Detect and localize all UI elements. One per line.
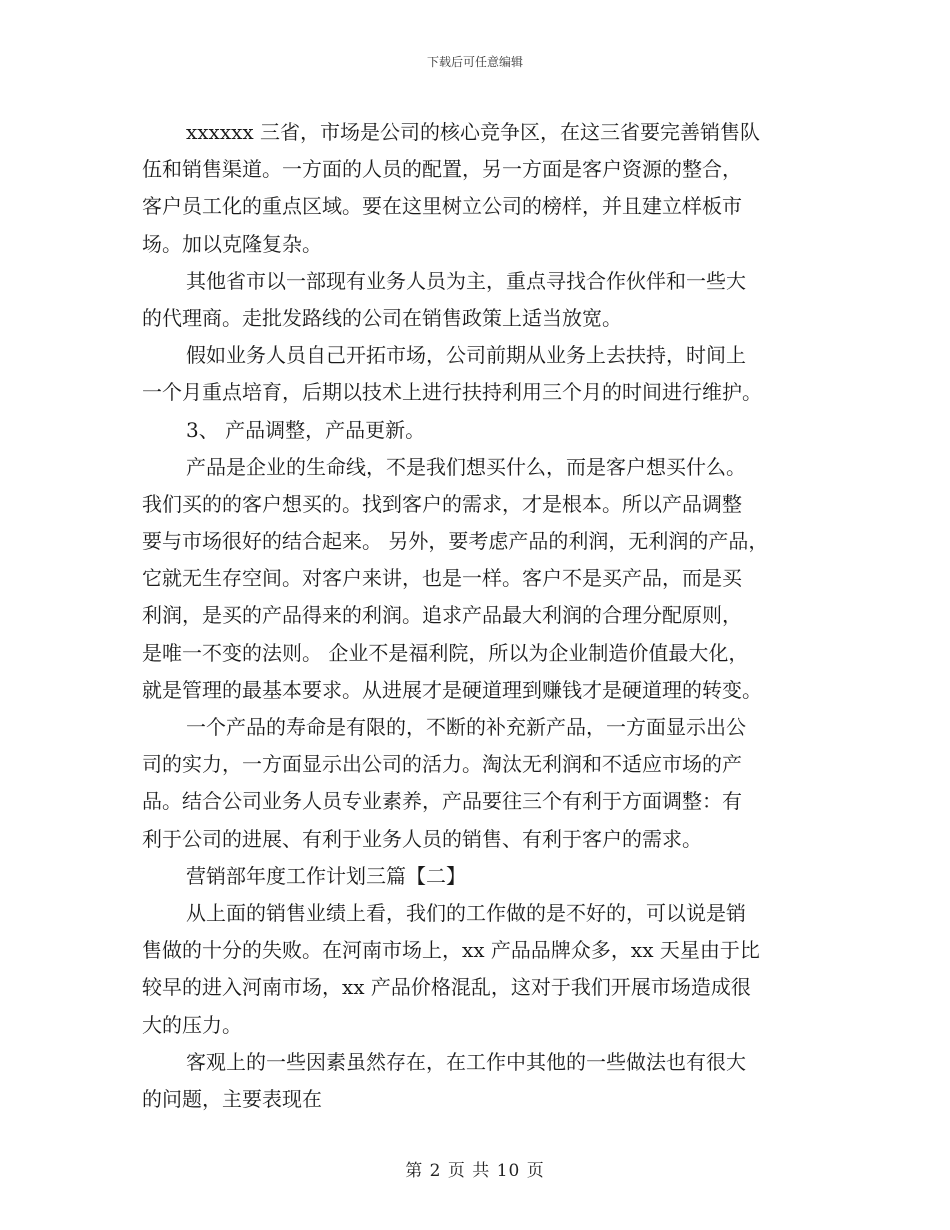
text-line: 是唯一不变的法则。 企业不是福利院，所以为企业制造价值最大化， (142, 640, 749, 665)
page-header: 下载后可任意编辑 (426, 55, 523, 69)
text-line: 假如业务人员自己开拓市场，公司前期从业务上去扶持，时间上 (186, 343, 746, 368)
text-line: 其他省市以一部现有业务人员为主，重点寻找合作伙伴和一些大 (186, 268, 746, 293)
text-line: 司的实力，一方面显示出公司的活力。淘汰无利润和不适应市场的产 (142, 752, 742, 777)
text-line: 售做的十分的失败。在河南市场上，xx 产品品牌众多，xx 天星由于比 (142, 938, 760, 963)
text-line: 品。结合公司业务人员专业素养，产品要往三个有利于方面调整：有 (142, 789, 742, 814)
text-line: 伍和销售渠道。一方面的人员的配置，另一方面是客户资源的整合， (142, 157, 742, 182)
text-line: 较早的进入河南市场，xx 产品价格混乱，这对于我们开展市场造成很 (142, 975, 751, 1000)
text-line: 客观上的一些因素虽然存在，在工作中其他的一些做法也有很大 (186, 1049, 746, 1074)
section-heading: 营销部年度工作计划三篇【二】 (186, 863, 466, 888)
text-line: 场。加以克隆复杂。 (142, 231, 322, 256)
text-line: 从上面的销售业绩上看，我们的工作做的是不好的，可以说是销 (186, 900, 746, 925)
text-line: 它就无生存空间。对客户来讲，也是一样。客户不是买产品，而是买 (142, 566, 742, 591)
text-line: 利润，是买的产品得来的利润。追求产品最大利润的合理分配原则， (142, 603, 742, 628)
text-line: 利于公司的进展、有利于业务人员的销售、有利于客户的需求。 (142, 826, 702, 851)
text-line: xxxxxx 三省，市场是公司的核心竞争区，在这三省要完善销售队 (186, 120, 761, 144)
text-line: 就是管理的最基本要求。从进展才是硬道理到赚钱才是硬道理的转变。 (142, 677, 762, 702)
text-line: 的问题，主要表现在 (142, 1086, 322, 1111)
text-line: 一个产品的寿命是有限的，不断的补充新产品，一方面显示出公 (186, 715, 746, 739)
text-line: 要与市场很好的结合起来。 另外，要考虑产品的利润，无利润的产品， (142, 529, 769, 554)
text-line: 客户员工化的重点区域。要在这里树立公司的榜样，并且建立样板市 (142, 194, 742, 219)
text-line: 大的压力。 (142, 1012, 242, 1037)
text-line: 我们买的的客户想买的。找到客户的需求，才是根本。所以产品调整 (142, 491, 742, 516)
text-line: 产品是企业的生命线，不是我们想买什么，而是客户想买什么。 (186, 454, 746, 479)
text-line: 的代理商。走批发路线的公司在销售政策上适当放宽。 (142, 305, 622, 330)
section-heading: 3、 产品调整，产品更新。 (186, 417, 426, 442)
page-footer: 第 2 页 共 10 页 (405, 1161, 545, 1181)
text-line: 一个月重点培育，后期以技术上进行扶持利用三个月的时间进行维护。 (142, 380, 762, 405)
document-body (142, 114, 812, 1118)
